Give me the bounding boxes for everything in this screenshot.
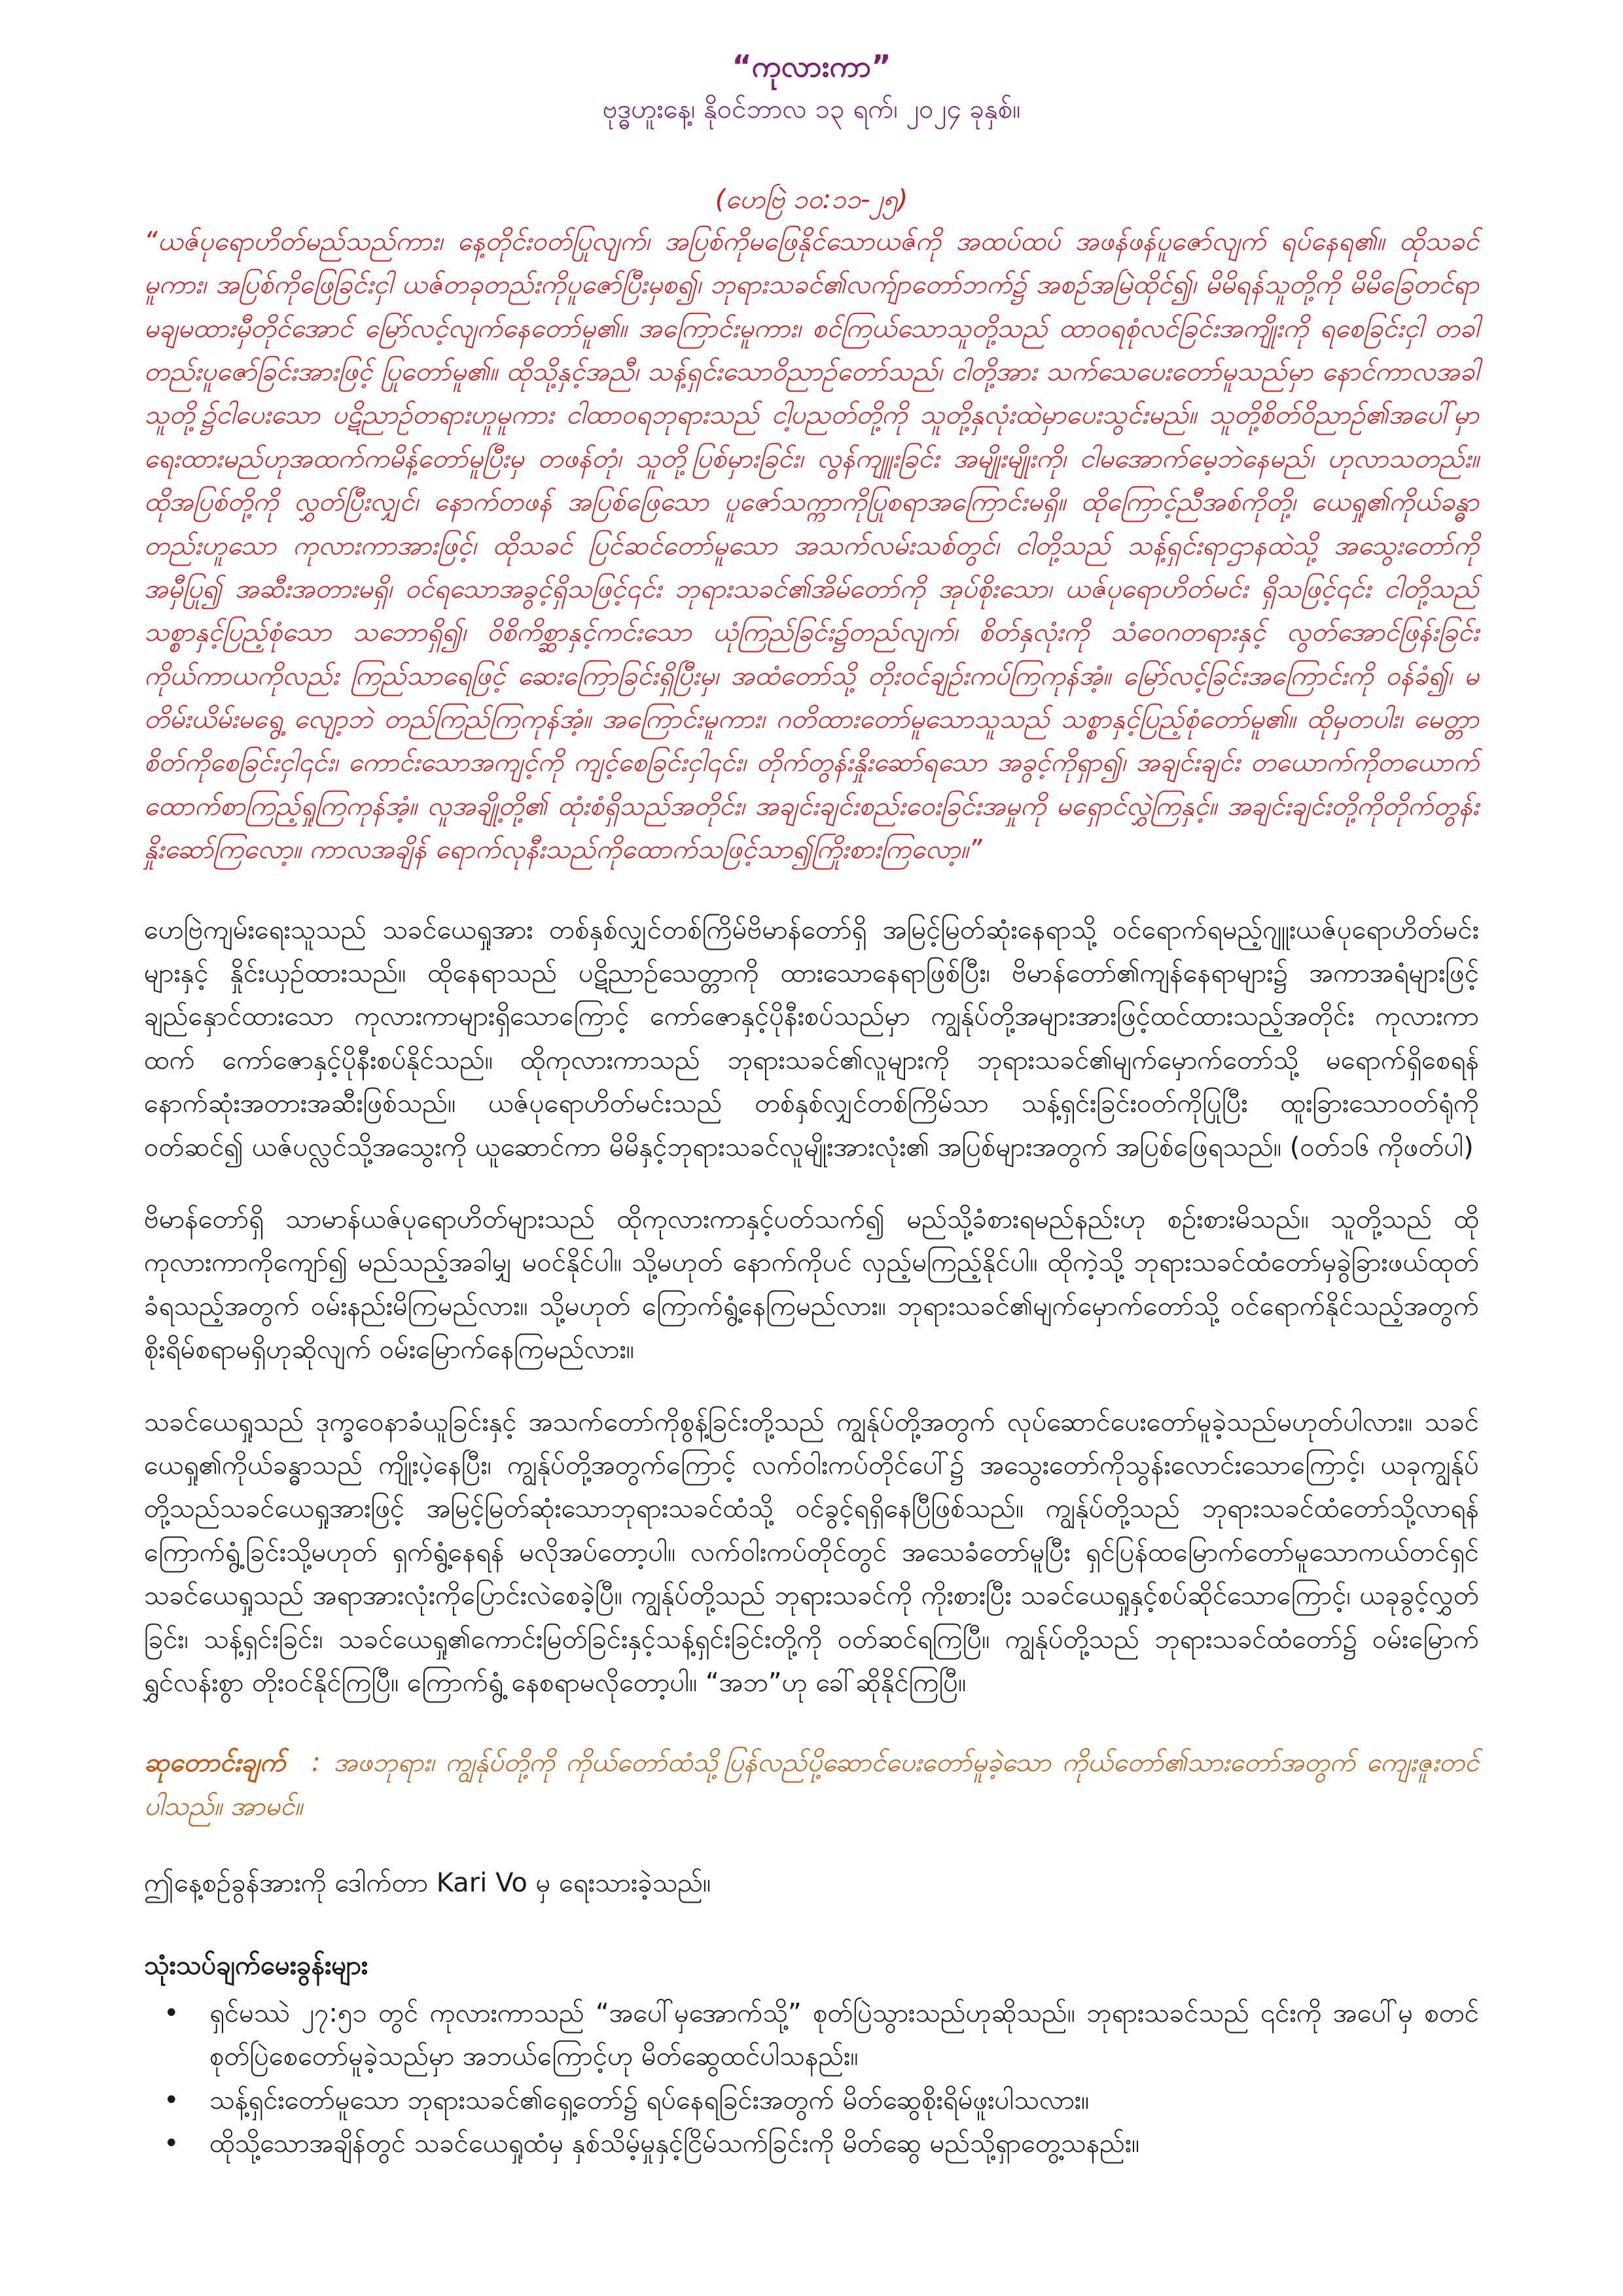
question-text: ထိုသို့သောအချိန်တွင် သခင်ယေရှုထံမှ နှစ်သိမ့်မှုနှင့်ငြိမ်သက်ခြင်းကို မိတ်ဆွေ မည်သို့ရှာတွေ့သနည်း။ (209, 2128, 1140, 2159)
questions-list (144, 1992, 1479, 2166)
devotional-title: “ကုလားကာ” (732, 48, 891, 84)
body-paragraph-2: ဗိမာန်တော်ရှိ သာမာန်ယဇ်ပုရောဟိတ်များသည် ထိုကုလားကာနှင့်ပတ်သက်၍ မည်သို့ခံစားရမည်နည်းဟု စဉ်းစားမိသည်။ သူတို့သည် ထိုကုလားကာကိုကျော်၍ မည်သည့်အခါမျှ မဝင်နိုင်ပါ။ သို့မဟုတ် နောက်ကိုပင် လှည့်မကြည့်နိုင်ပါ။ ထိုကဲ့သို့ ဘုရားသခင်ထံတော်မှခွဲခြားဖယ်ထုတ်ခံရသည့်အတွက် ဝမ်းနည်းမိကြမည်လား။ သို့မဟုတ် ကြောက်ရွံ့နေကြမည်လား။ ဘုရားသခင်၏မျက်မှောက်တော်သို့ ဝင်ရောက်နိုင်သည့်အတွက် စိုးရိမ်စရာမရှိဟုဆိုလျက် ဝမ်းမြောက်နေကြမည်လား။ (144, 1204, 1479, 1365)
prayer-text: အဖဘုရား၊ ကျွန်ုပ်တို့ကို ကိုယ်တော်ထံသို့ပြန်လည်ပို့ဆောင်ပေးတော်မူခဲ့သော ကိုယ်တော်၏သားတော်အတွက် ကျေးဇူးတင်ပါသည်။ အာမင်။ (144, 1748, 1479, 1821)
question-item (164, 2122, 1479, 2165)
author-line: ဤနေ့စဉ်ခွန်အားကို ဒေါက်တာ Kari Vo မှ ရေးသားခဲ့သည်။ (144, 1868, 711, 1899)
bullet-icon: • (164, 2085, 179, 2115)
devotional-date: ဗုဒ္ဓဟူးနေ့၊ နိုဝင်ဘာလ ၁၃ ရက်၊ ၂၀၂၄ ခုနှစ်။ (602, 94, 1021, 124)
prayer-separator: : (312, 1748, 321, 1778)
bullet-icon: • (164, 1998, 179, 2029)
question-item (164, 1992, 1479, 2079)
question-text: ရှင်မဿဲ ၂၇:၅၁ တွင် ကုလားကာသည် “အပေါ်မှအောက်သို့” စုတ်ပြဲသွားသည်ဟုဆိုသည်။ ဘုရားသခင်သည် ၎င်းကို အပေါ်မှ စတင်စုတ်ပြဲစေတော်မူခဲ့သည်မှာ အဘယ်ကြောင့်ဟု မိတ်ဆွေထင်ပါသနည်း။ (209, 1998, 1479, 2072)
body-paragraph-3: သခင်ယေရှုသည် ဒုက္ခဝေနာခံယူခြင်းနှင့် အသက်တော်ကိုစွန့်ခြင်းတို့သည် ကျွန်ုပ်တို့အတွက် လုပ်ဆောင်ပေးတော်မူခဲ့သည်မဟုတ်ပါလား။ သခင်ယေရှု၏ကိုယ်ခန္ဓာသည် ကျိုးပဲ့နေပြီး၊ ကျွန်ုပ်တို့အတွက်ကြောင့် လက်ဝါးကပ်တိုင်ပေါ်၌ အသွေးတော်ကိုသွန်းလောင်းသောကြောင့်၊ ယခုကျွန်ုပ်တို့သည်သခင်ယေရှုအားဖြင့် အမြင့်မြတ်ဆုံးသောဘုရားသခင်ထံသို့ ဝင်ခွင့်ရရှိနေပြီဖြစ်သည်။ ကျွန်ုပ်တို့သည် ဘုရားသခင်ထံတော်သို့လာရန် ကြောက်ရွံ့ခြင်းသို့မဟုတ် ရှက်ရွံ့နေရန် မလိုအပ်တော့ပါ။ လက်ဝါးကပ်တိုင်တွင် အသေခံတော်မူပြီး ရှင်ပြန်ထမြောက်တော်မူသောကယ်တင်ရှင်သခင်ယေရှုသည် အရာအားလုံးကိုပြောင်းလဲစေခဲ့ပြီ။ ကျွန်ုပ်တို့သည် ဘုရားသခင်ကို ကိုးစားပြီး သခင်ယေရှုနှင့်စပ်ဆိုင်သောကြောင့်၊ ယခုခွင့်လွှတ်ခြင်း၊ သန့်ရှင်းခြင်း၊ သခင်ယေရှု၏ကောင်းမြတ်ခြင်းနှင့်သန့်ရှင်းခြင်းတို့ကို ဝတ်ဆင်ရကြပြီ။ ကျွန်ုပ်တို့သည် ဘုရားသခင်ထံတော်၌ ဝမ်းမြောက်ရွှင်လန်းစွာ တိုးဝင်နိုင်ကြပြီ။ ကြောက်ရွံ့ နေစရာမလိုတော့ပါ။ “အဘ”ဟု ခေါ်ဆိုနိုင်ကြပြီ။ (144, 1407, 1480, 1698)
prayer-label: ဆုတောင်းချက် (144, 1748, 286, 1778)
prayer-block (144, 1741, 1479, 1828)
questions-heading: သုံးသပ်ချက်မေးခွန်းများ (144, 1950, 368, 1981)
question-text: သန့်ရှင်းတော်မူသော ဘုရားသခင်၏ရှေ့တော်၌ ရပ်နေရခြင်းအတွက် မိတ်ဆွေစိုးရိမ်ဖူးပါသလား။ (209, 2085, 1090, 2115)
scripture-reference: (ဟေဗြဲ ၁၀:၁၁-၂၅) (715, 184, 908, 215)
body-paragraph-1: ဟေဗြဲကျမ်းရေးသူသည် သခင်ယေရှုအား တစ်နှစ်လျှင်တစ်ကြိမ်ဗိမာန်တော်ရှိ အမြင့်မြတ်ဆုံးနေရာသို့ ဝင်ရောက်ရမည့်ဂျူးယဇ်ပုရောဟိတ်မင်းများနှင့် နှိုင်းယှဉ်ထားသည်။ ထိုနေရာသည် ပဋိညာဉ်သေတ္တာကို ထားသောနေရာဖြစ်ပြီး၊ ဗိမာန်တော်၏ကျန်နေရာများ၌ အကာအရံများဖြင့် ချည်နှောင်ထားသော ကုလားကာများရှိသောကြောင့် ကော်ဇောနှင့်ပိုနီးစပ်သည်မှာ ကျွန်ုပ်တို့အများအားဖြင့်ထင်ထားသည့်အတိုင်း ကုလားကာထက် ကော်ဇောနှင့်ပိုနီးစပ်နိုင်သည်။ ထိုကုလားကာသည် ဘုရားသခင်၏လူများကို ဘုရားသခင်၏မျက်မှောက်တော်သို့ မရောက်ရှိစေရန် နောက်ဆုံးအတားအဆီးဖြစ်သည်။ ယဇ်ပုရောဟိတ်မင်းသည် တစ်နှစ်လျှင်တစ်ကြိမ်သာ သန့်ရှင်းခြင်းဝတ်ကိုပြုပြီး ထူးခြားသောဝတ်ရုံကို ဝတ်ဆင်၍ ယဇ်ပလ္လင်သို့အသွေးကို ယူဆောင်ကာ မိမိနှင့်ဘုရားသခင်လူမျိုးအားလုံး၏ အပြစ်များအတွက် အပြစ်ဖြေရသည်။ (ဝတ်၁၆ ကိုဖတ်ပါ) (144, 914, 1479, 1162)
bullet-icon: • (164, 2128, 179, 2159)
question-item (164, 2079, 1479, 2122)
scripture-passage: “ယဇ်ပုရောဟိတ်မည်သည်ကား၊ နေ့တိုင်းဝတ်ပြုလျက်၊ အပြစ်ကိုမဖြေနိုင်သောယဇ်ကို အထပ်ထပ် အဖန်ဖန်ပူဇော်လျက် ရပ်နေရ၏။ ထိုသခင်မူကား၊ အပြစ်ကိုဖြေခြင်းငှါ ယဇ်တခုတည်းကိုပူဇော်ပြီးမှစ၍၊ ဘုရားသခင်၏လက်ျာတော်ဘက်၌ အစဉ်အမြဲထိုင်၍၊ မိမိရန်သူတို့ကို မိမိခြေတင်ရာ မချမထားမှီတိုင်အောင် မြော်လင့်လျက်နေတော်မူ၏။ အကြောင်းမူကား၊ စင်ကြယ်သောသူတို့သည် ထာဝရစုံလင်ခြင်းအကျိုးကို ရစေခြင်းငှါ တခါတည်းပူဇော်ခြင်းအားဖြင့် ပြုတော်မူ၏။ ထိုသို့နှင့်အညီ၊ သန့်ရှင်းသောဝိညာဉ်တော်သည်၊ ငါတို့အား သက်သေပေးတော်မူသည်မှာ နောင်ကာလအခါ သူတို့၌ငါပေးသော ပဋိညာဉ်တရားဟူမူကား ငါထာဝရဘုရားသည် ငါ့ပညတ်တို့ကို သူတို့နှလုံးထဲမှာပေးသွင်းမည်။ သူတို့စိတ်ဝိညာဉ်၏အပေါ်မှာ ရေးထားမည်ဟုအထက်ကမိန့်တော်မူပြီးမှ တဖန်တုံ၊ သူတို့ပြစ်မှားခြင်း၊ လွန်ကျူးခြင်း အမျိုးမျိုးကို၊ ငါမအောက်မေ့ဘဲနေမည်၊ ဟုလာသတည်း။ ထိုအပြစ်တို့ကို လွှတ်ပြီးလျှင်၊ နောက်တဖန် အပြစ်ဖြေသော ပူဇော်သက္ကာကိုပြုစရာအကြောင်းမရှိ။ ထိုကြောင့်ညီအစ်ကိုတို့၊ ယေရှု၏ကိုယ်ခန္ဓာတည်းဟူသော ကုလားကာအားဖြင့်၊ ထိုသခင် ပြင်ဆင်တော်မူသော အသက်လမ်းသစ်တွင်၊ ငါတို့သည် သန့်ရှင်းရာဌာနထဲသို့ အသွေးတော်ကိုအမှီပြု၍ အဆီးအတားမရှိ၊ ဝင်ရသောအခွင့်ရှိသဖြင့်၎င်း ဘုရားသခင်၏အိမ်တော်ကို အုပ်စိုးသော၊ ယဇ်ပုရောဟိတ်မင်း ရှိသဖြင့်၎င်း ငါတို့သည်သစ္စာနှင့်ပြည့်စုံသော သဘောရှိ၍၊ ဝိစိကိစ္ဆာနှင့်ကင်းသော ယုံကြည်ခြင်း၌တည်လျက်၊ စိတ်နှလုံးကို သံဝေဂတရားနှင့် လွတ်အောင်ဖြန်းခြင်း ကိုယ်ကာယကိုလည်း ကြည်သာရေဖြင့် ဆေးကြောခြင်းရှိပြီးမှ၊ အထံတော်သို့ တိုးဝင်ချဉ်းကပ်ကြကုန်အံ့။ မြော်လင့်ခြင်းအကြောင်းကို ဝန်ခံ၍၊ မတိမ်းယိမ်းမရွေ့ လျော့ဘဲ တည်ကြည်ကြကုန်အံ့။ အကြောင်းမူကား၊ ဂတိထားတော်မူသောသူသည် သစ္စာနှင့်ပြည့်စုံတော်မူ၏။ ထိုမှတပါး၊ မေတ္တာစိတ်ကိုစေခြင်းငှါ၎င်း၊ ကောင်းသောအကျင့်ကို ကျင့်စေခြင်းငှါ၎င်း၊ တိုက်တွန်းနှိုးဆော်ရသော အခွင့်ကိုရှာ၍၊ အချင်းချင်း တယောက်ကိုတယောက် ထောက်စာကြည့်ရှုကြကုန်အံ့။ လူအချို့တို့၏ ထုံးစံရှိသည်အတိုင်း၊ အချင်းချင်းစည်းဝေးခြင်းအမှုကို မရှောင်လွှဲကြနှင့်။ အချင်းချင်းတို့ကိုတိုက်တွန်းနှိုးဆော်ကြလော့။ ကာလအချိန် ရောက်လုနီးသည်ကိုထောက်သဖြင့်သာ၍ကြိုးစားကြလော့။” (144, 226, 1479, 865)
